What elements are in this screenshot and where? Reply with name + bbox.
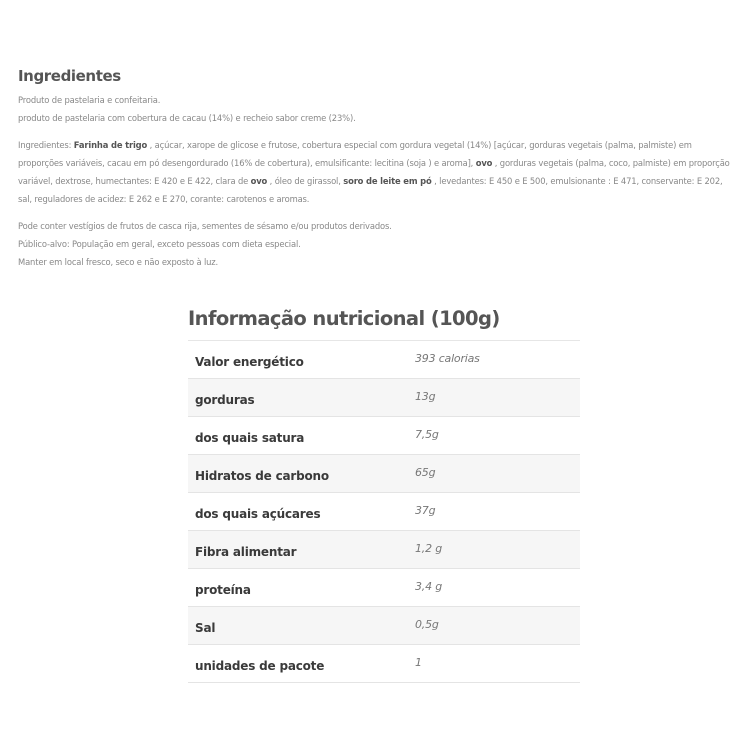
nutrient-label: unidades de pacote xyxy=(195,658,325,673)
ingredients-text-2: , gorduras vegetais (palma, coco, palmiste) em proporção variável, dextrose, humectantes: E 420 e E 422, clara de xyxy=(18,158,730,186)
ingredients-title: Ingredientes xyxy=(18,67,121,85)
nutrient-label: proteína xyxy=(195,582,251,597)
table-row xyxy=(188,607,580,645)
ingredients-text-1: , açúcar, xarope de glicose e frutose, cobertura especial com gordura vegetal (14%) [açúcar, gorduras vegetais (palma, palmiste) em proporções variáveis, cacau em pó desengordurado (16% de cobertura), emulsificante: lecitina (soja ) e aroma], xyxy=(18,140,692,168)
nutrient-label: Fibra alimentar xyxy=(195,544,297,559)
storage-instructions: Manter em local fresco, seco e não exposto à luz. xyxy=(18,257,219,267)
table-row xyxy=(188,493,580,531)
table-row xyxy=(188,569,580,607)
product-subdescription: produto de pastelaria com cobertura de cacau (14%) e recheio sabor creme (23%). xyxy=(18,113,356,123)
ingredients-text-4: , levedantes: E 450 e E 500, emulsionante : E 471, conservante: E 202, sal, reguladores de acidez: E 262 e E 270, corante: carotenos e aromas. xyxy=(18,176,723,204)
nutrient-value: 0,5g xyxy=(415,618,439,631)
nutrition-table xyxy=(188,340,580,683)
ingredients-text-3: , óleo de girassol, xyxy=(267,176,344,186)
nutrient-value: 3,4 g xyxy=(415,580,442,593)
table-row xyxy=(188,645,580,683)
nutrient-label: dos quais satura xyxy=(195,430,305,445)
ingredients-list xyxy=(18,136,734,208)
nutrient-label: dos quais açúcares xyxy=(195,506,321,521)
table-row xyxy=(188,531,580,569)
allergen-whey-powder: soro de leite em pó xyxy=(343,176,432,186)
nutrition-title: Informação nutricional (100g) xyxy=(188,307,500,330)
allergen-egg-white: ovo xyxy=(250,176,268,186)
table-row xyxy=(188,417,580,455)
target-audience: Público-alvo: População em geral, exceto pessoas com dieta especial. xyxy=(18,239,301,249)
table-row xyxy=(188,379,580,417)
ingredients-prefix: Ingredientes: xyxy=(18,140,74,150)
nutrient-label: Valor energético xyxy=(195,354,304,369)
nutrient-label: Sal xyxy=(195,620,216,635)
nutrient-value: 393 calorias xyxy=(415,352,480,365)
nutrient-value: 1 xyxy=(415,656,422,669)
nutrient-label: gorduras xyxy=(195,392,255,407)
ingredients-section xyxy=(18,91,734,271)
product-description: Produto de pastelaria e confeitaria. xyxy=(18,95,161,105)
nutrient-label: Hidratos de carbono xyxy=(195,468,329,483)
table-row xyxy=(188,341,580,379)
allergen-wheat-flour: Farinha de trigo xyxy=(73,140,148,150)
nutrient-value: 65g xyxy=(415,466,436,479)
nutrient-value: 13g xyxy=(415,390,436,403)
allergen-egg: ovo xyxy=(475,158,493,168)
allergen-warning: Pode conter vestígios de frutos de casca rija, sementes de sésamo e/ou produtos derivados. xyxy=(18,221,392,231)
nutrient-value: 7,5g xyxy=(415,428,439,441)
nutrient-value: 1,2 g xyxy=(415,542,442,555)
table-row xyxy=(188,455,580,493)
nutrient-value: 37g xyxy=(415,504,436,517)
